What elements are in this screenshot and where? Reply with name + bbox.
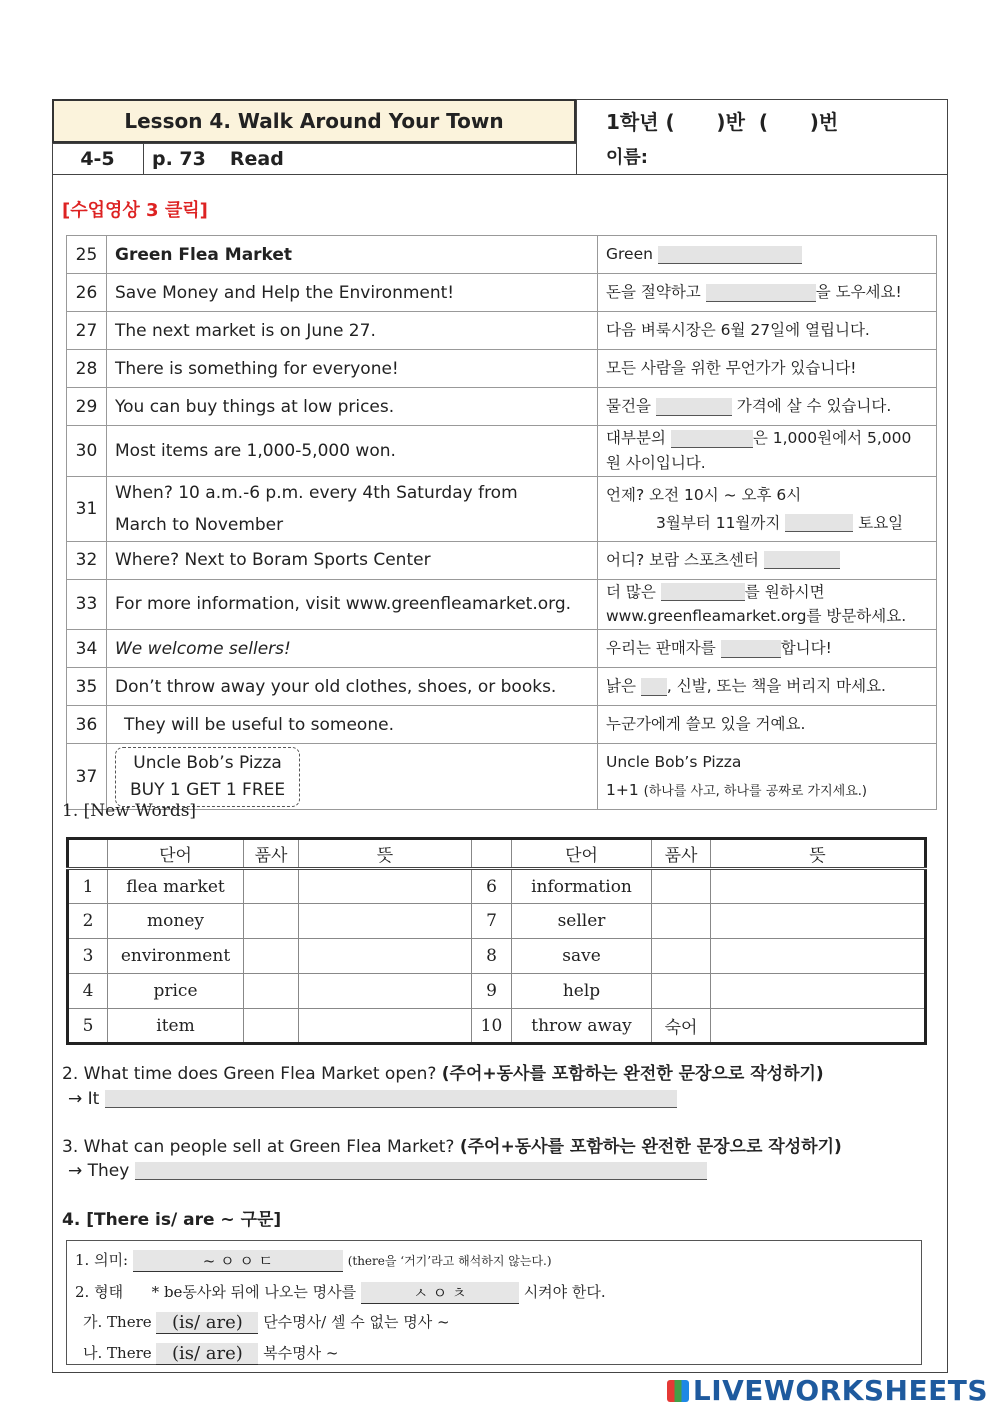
grammar-title: 4. [There is/ are ~ 구문] bbox=[62, 1210, 282, 1230]
table-row bbox=[67, 274, 937, 312]
unit-number: 4-5 bbox=[52, 143, 144, 174]
english-sentence: The next market is on June 27. bbox=[107, 312, 598, 350]
answer-blank[interactable] bbox=[656, 398, 732, 416]
column-header: 뜻 bbox=[711, 839, 926, 869]
table-row bbox=[67, 236, 937, 274]
answer-blank[interactable] bbox=[706, 284, 816, 302]
table-row: 4 price 9 help bbox=[68, 974, 926, 1009]
english-sentence: They will be useful to someone. bbox=[107, 706, 598, 744]
row-number: 32 bbox=[67, 541, 107, 579]
row-number: 35 bbox=[67, 668, 107, 706]
grammar-box bbox=[66, 1240, 922, 1365]
english-sentence: Don’t throw away your old clothes, shoes, or books. bbox=[107, 668, 598, 706]
pizza-ad-box: Uncle Bob’s Pizza BUY 1 GET 1 FREE bbox=[115, 747, 300, 807]
vocab-word: information bbox=[512, 869, 652, 904]
korean-translation: 누군가에게 쓸모 있을 거예요. bbox=[598, 706, 937, 744]
vocab-table bbox=[66, 837, 927, 1045]
column-header: 단어 bbox=[108, 839, 244, 869]
singular-line: 가. There (is/ are) 단수명사/ 셀 수 없는 명사 ~ bbox=[83, 1312, 450, 1333]
table-row bbox=[67, 541, 937, 579]
meaning-cell[interactable] bbox=[299, 904, 472, 939]
meaning-cell[interactable] bbox=[711, 1009, 926, 1044]
reading-table bbox=[66, 235, 937, 810]
choice-blank[interactable]: (is/ are) bbox=[156, 1343, 258, 1365]
table-row: 1 flea market 6 information bbox=[68, 869, 926, 904]
table-row bbox=[67, 426, 937, 477]
question-2: 2. What time does Green Flea Market open? (주어+동사를 포함하는 완전한 문장으로 작성하기) bbox=[62, 1064, 824, 1084]
row-number: 30 bbox=[67, 426, 107, 477]
column-header: 단어 bbox=[512, 839, 652, 869]
answer-3: → They bbox=[68, 1161, 707, 1181]
vocab-word: throw away bbox=[512, 1009, 652, 1044]
answer-blank[interactable] bbox=[671, 430, 753, 448]
column-header: 품사 bbox=[244, 839, 299, 869]
table-row bbox=[67, 476, 937, 541]
meaning-cell[interactable] bbox=[299, 1009, 472, 1044]
pos-cell[interactable] bbox=[652, 904, 711, 939]
english-sentence: When? 10 a.m.-6 p.m. every 4th Saturday from March to November bbox=[107, 476, 598, 541]
table-row bbox=[67, 350, 937, 388]
meaning-cell[interactable] bbox=[299, 974, 472, 1009]
table-row bbox=[67, 388, 937, 426]
new-words-title: 1. [New Words] bbox=[62, 801, 197, 821]
pos-cell[interactable] bbox=[244, 974, 299, 1009]
table-row: 3 environment 8 save bbox=[68, 939, 926, 974]
korean-translation: Uncle Bob’s Pizza 1+1 (하나를 사고, 하나를 공짜로 가지세요.) bbox=[598, 744, 937, 810]
pos-cell[interactable] bbox=[652, 974, 711, 1009]
logo-icon bbox=[667, 1380, 689, 1402]
row-number: 29 bbox=[67, 388, 107, 426]
hint-blank[interactable]: ~ ㅇ ㅇ ㄷ bbox=[133, 1250, 343, 1272]
english-sentence: Save Money and Help the Environment! bbox=[107, 274, 598, 312]
grade-class-number: 1학년 ( )반 ( )번 bbox=[606, 110, 839, 134]
english-sentence: There is something for everyone! bbox=[107, 350, 598, 388]
table-row: 2 money 7 seller bbox=[68, 904, 926, 939]
table-row bbox=[67, 312, 937, 350]
answer-blank[interactable] bbox=[785, 514, 853, 532]
choice-blank[interactable]: (is/ are) bbox=[156, 1312, 258, 1334]
hint-blank[interactable]: ㅅ ㅇ ㅊ bbox=[361, 1282, 519, 1304]
pos-cell[interactable] bbox=[244, 939, 299, 974]
meaning-cell[interactable] bbox=[711, 939, 926, 974]
answer-blank[interactable] bbox=[658, 246, 802, 264]
korean-translation: 물건을 가격에 살 수 있습니다. bbox=[598, 388, 937, 426]
korean-translation: 어디? 보람 스포츠센터 bbox=[598, 541, 937, 579]
row-number: 34 bbox=[67, 630, 107, 668]
row-number: 37 bbox=[67, 744, 107, 810]
english-sentence: Where? Next to Boram Sports Center bbox=[107, 541, 598, 579]
row-number: 33 bbox=[67, 579, 107, 630]
column-header: 품사 bbox=[652, 839, 711, 869]
korean-translation: 돈을 절약하고 을 도우세요! bbox=[598, 274, 937, 312]
row-number: 27 bbox=[67, 312, 107, 350]
lesson-title: Lesson 4. Walk Around Your Town bbox=[52, 99, 576, 143]
vocab-word: money bbox=[108, 904, 244, 939]
vocab-word: environment bbox=[108, 939, 244, 974]
row-number: 36 bbox=[67, 706, 107, 744]
pos-cell[interactable] bbox=[652, 939, 711, 974]
liveworksheets-logo: LIVEWORKSHEETS bbox=[667, 1374, 988, 1407]
answer-input[interactable] bbox=[105, 1090, 677, 1108]
pos-cell[interactable] bbox=[244, 869, 299, 904]
korean-translation: Green bbox=[598, 236, 937, 274]
english-sentence bbox=[107, 744, 598, 810]
answer-blank[interactable] bbox=[764, 551, 840, 569]
table-row bbox=[67, 630, 937, 668]
pos-cell: 숙어 bbox=[652, 1009, 711, 1044]
row-number: 28 bbox=[67, 350, 107, 388]
table-row bbox=[67, 579, 937, 630]
form-line: 2. 형태 * be동사와 뒤에 나오는 명사를 ㅅ ㅇ ㅊ 시켜야 한다. bbox=[75, 1283, 606, 1302]
vocab-word: save bbox=[512, 939, 652, 974]
vocab-word: flea market bbox=[108, 869, 244, 904]
korean-translation: 대부분의 은 1,000원에서 5,000 원 사이입니다. bbox=[598, 426, 937, 477]
section-name: Read bbox=[229, 147, 284, 170]
answer-input[interactable] bbox=[135, 1162, 707, 1180]
vocab-word: price bbox=[108, 974, 244, 1009]
english-sentence: We welcome sellers! bbox=[107, 630, 598, 668]
korean-translation: 낡은 , 신발, 또는 책을 버리지 마세요. bbox=[598, 668, 937, 706]
meaning-cell[interactable] bbox=[711, 869, 926, 904]
english-sentence: For more information, visit www.greenfleamarket.org. bbox=[107, 579, 598, 630]
column-header: 뜻 bbox=[299, 839, 472, 869]
page-info bbox=[152, 143, 284, 174]
meaning-cell[interactable] bbox=[299, 869, 472, 904]
korean-translation: 모든 사람을 위한 무언가가 있습니다! bbox=[598, 350, 937, 388]
row-number: 25 bbox=[67, 236, 107, 274]
answer-blank[interactable] bbox=[641, 678, 667, 696]
page-number: p. 73 bbox=[152, 147, 206, 170]
pos-cell[interactable] bbox=[244, 1009, 299, 1044]
answer-blank[interactable] bbox=[721, 640, 781, 658]
table-row: 5 item 10 throw away 숙어 bbox=[68, 1009, 926, 1044]
divider bbox=[576, 99, 577, 174]
english-sentence: You can buy things at low prices. bbox=[107, 388, 598, 426]
video-link[interactable]: [수업영상 3 클릭] bbox=[62, 200, 208, 221]
english-sentence: Green Flea Market bbox=[107, 236, 598, 274]
meaning-cell[interactable] bbox=[711, 904, 926, 939]
korean-translation: 더 많은 를 원하시면 www.greenfleamarket.org를 방문하세요. bbox=[598, 579, 937, 630]
answer-2: → It bbox=[68, 1089, 677, 1109]
english-sentence: Most items are 1,000-5,000 won. bbox=[107, 426, 598, 477]
meaning-line: 1. 의미: ~ ㅇ ㅇ ㄷ (there을 ‘거기’라고 해석하지 않는다.) bbox=[75, 1251, 552, 1270]
name-label: 이름: bbox=[606, 147, 648, 168]
meaning-cell[interactable] bbox=[711, 974, 926, 1009]
question-3: 3. What can people sell at Green Flea Market? (주어+동사를 포함하는 완전한 문장으로 작성하기) bbox=[62, 1137, 842, 1157]
meaning-cell[interactable] bbox=[299, 939, 472, 974]
table-row bbox=[67, 706, 937, 744]
pos-cell[interactable] bbox=[244, 904, 299, 939]
vocab-word: item bbox=[108, 1009, 244, 1044]
pos-cell[interactable] bbox=[652, 869, 711, 904]
table-row bbox=[67, 668, 937, 706]
plural-line: 나. There (is/ are) 복수명사 ~ bbox=[83, 1343, 339, 1364]
vocab-word: help bbox=[512, 974, 652, 1009]
table-row bbox=[67, 744, 937, 810]
vocab-word: seller bbox=[512, 904, 652, 939]
row-number: 31 bbox=[67, 476, 107, 541]
korean-translation: 다음 벼룩시장은 6월 27일에 열립니다. bbox=[598, 312, 937, 350]
divider bbox=[52, 174, 948, 175]
korean-translation: 우리는 판매자를 합니다! bbox=[598, 630, 937, 668]
table-header-row bbox=[68, 839, 926, 869]
answer-blank[interactable] bbox=[661, 583, 745, 601]
korean-translation: 언제? 오전 10시 ~ 오후 6시 3월부터 11월까지 토요일 bbox=[598, 476, 937, 541]
row-number: 26 bbox=[67, 274, 107, 312]
